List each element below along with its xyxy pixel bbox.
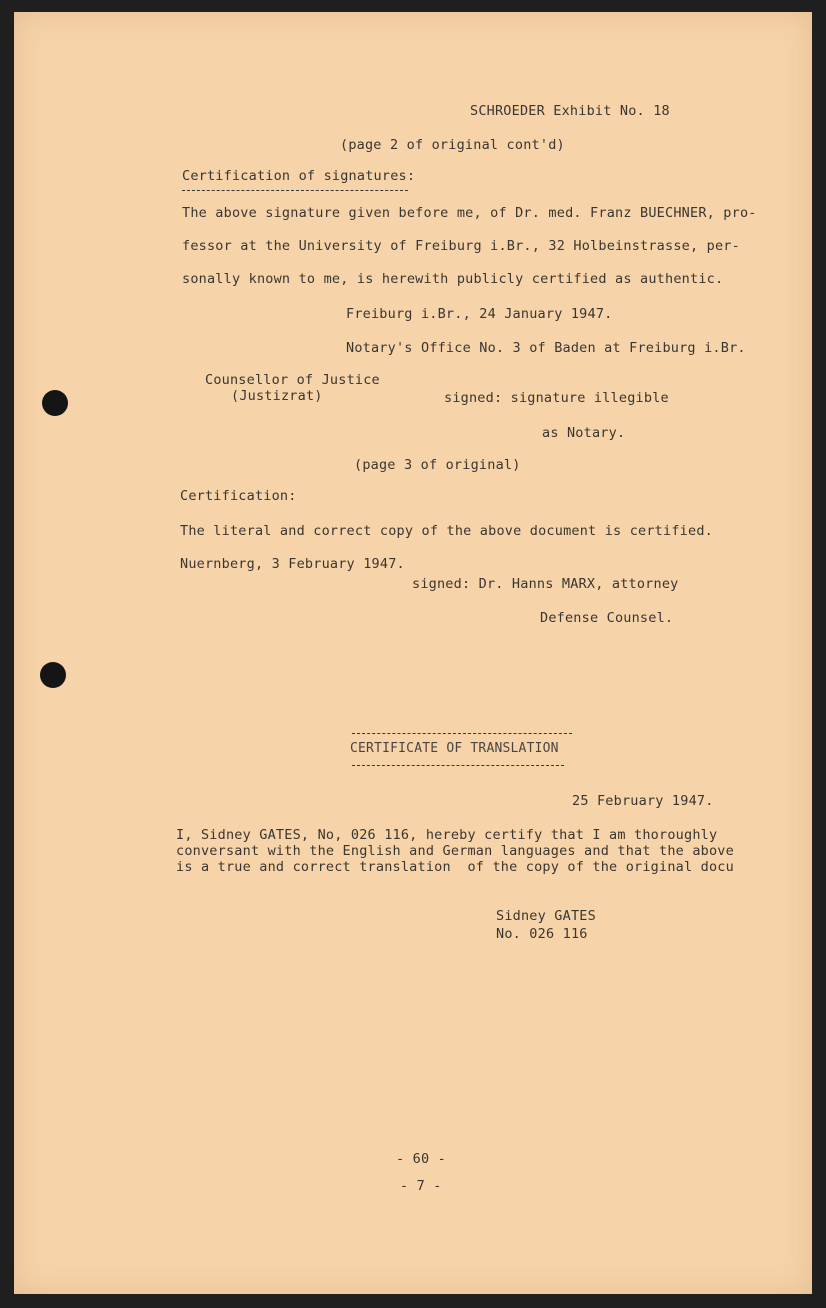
translation-line-1: I, Sidney GATES, No, 026 116, hereby certify that I am thoroughly	[176, 827, 718, 843]
place-date-nuernberg: Nuernberg, 3 February 1947.	[180, 556, 405, 572]
place-date-freiburg: Freiburg i.Br., 24 January 1947.	[346, 306, 613, 322]
page-mark: - 7 -	[400, 1178, 442, 1194]
certification-heading-2: Certification:	[180, 488, 297, 504]
page-note-2: (page 2 of original cont'd)	[340, 137, 565, 153]
justizrat-label: (Justizrat)	[231, 388, 323, 404]
notary-office: Notary's Office No. 3 of Baden at Freiburg i.Br.	[346, 340, 746, 356]
translation-date: 25 February 1947.	[572, 793, 714, 809]
signed-illegible: signed: signature illegible	[444, 390, 669, 406]
translator-name: Sidney GATES	[496, 908, 596, 924]
translator-number: No. 026 116	[496, 926, 588, 942]
punch-hole-bottom	[40, 662, 66, 688]
punch-hole-top	[42, 390, 68, 416]
translation-line-2: conversant with the English and German languages and that the above	[176, 843, 734, 859]
page-note-3: (page 3 of original)	[354, 457, 521, 473]
translation-underline	[352, 765, 564, 766]
certification-line-1: The above signature given before me, of Dr. med. Franz BUECHNER, pro-	[182, 205, 757, 221]
certification-text: The literal and correct copy of the above document is certified.	[180, 523, 713, 539]
defense-counsel: Defense Counsel.	[540, 610, 674, 626]
certification-line-3: sonally known to me, is herewith publicly certified as authentic.	[182, 271, 724, 287]
counsellor-title: Counsellor of Justice	[205, 372, 380, 388]
translation-overline	[352, 733, 572, 734]
translation-heading: CERTIFICATE OF TRANSLATION	[350, 741, 559, 756]
exhibit-label: SCHROEDER Exhibit No. 18	[470, 103, 670, 119]
heading-underline	[182, 190, 408, 191]
certification-line-2: fessor at the University of Freiburg i.Br., 32 Holbeinstrasse, per-	[182, 238, 740, 254]
as-notary: as Notary.	[542, 425, 626, 441]
translation-line-3: is a true and correct translation of the copy of the original docu	[176, 859, 734, 875]
certification-heading: Certification of signatures:	[182, 168, 416, 184]
signed-marx: signed: Dr. Hanns MARX, attorney	[412, 576, 679, 592]
page-number: - 60 -	[396, 1151, 446, 1167]
